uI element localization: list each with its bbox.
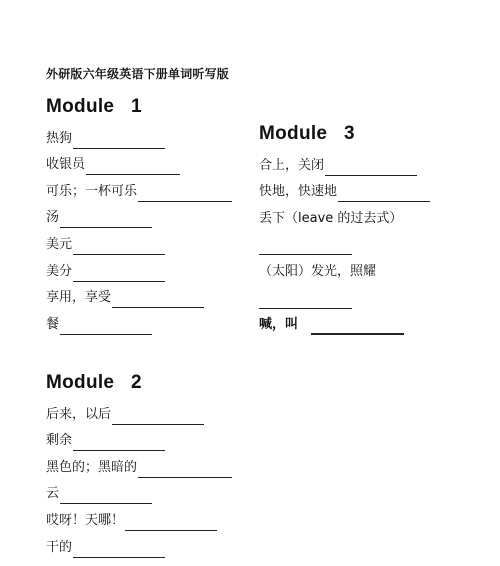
vocab-line [46, 478, 232, 505]
vocab-term: 收银员 [46, 157, 86, 173]
vocab-term: 享用，享受 [46, 290, 112, 306]
vocab-line [46, 398, 232, 425]
vocab-line [46, 425, 232, 452]
answer-blank[interactable] [112, 293, 204, 308]
answer-blank[interactable] [60, 489, 152, 504]
answer-blank[interactable] [60, 213, 152, 228]
vocab-term: 美分 [46, 263, 73, 279]
vocab-term: 黑色的；黑暗的 [46, 459, 138, 475]
vocab-term: 喊，叫 [259, 317, 299, 333]
vocab-line [46, 255, 232, 282]
vocab-line [46, 308, 232, 335]
vocab-line [46, 451, 232, 478]
answer-blank[interactable] [338, 187, 430, 202]
vocab-term: 热狗 [46, 130, 73, 146]
answer-blank[interactable] [73, 543, 165, 558]
vocab-term: 丢下（leave 的过去式） [259, 210, 403, 226]
vocab-line [259, 229, 430, 256]
answer-blank[interactable] [73, 436, 165, 451]
vocab-line [259, 255, 430, 282]
answer-blank[interactable] [259, 240, 352, 255]
vocab-term: 汤 [46, 210, 60, 226]
vocab-term: 快地，快速地 [259, 184, 338, 200]
vocab-term: （太阳）发光，照耀 [259, 263, 377, 279]
answer-blank[interactable] [73, 267, 165, 282]
answer-blank[interactable] [73, 134, 165, 149]
vocab-line [259, 309, 430, 336]
vocab-term: 剩余 [46, 433, 73, 449]
answer-blank[interactable] [112, 410, 204, 425]
vocab-line [46, 228, 232, 255]
answer-blank[interactable] [138, 187, 232, 202]
vocab-term: 哎呀！天哪！ [46, 512, 125, 528]
vocab-term: 干的 [46, 539, 73, 555]
vocab-line [46, 175, 232, 202]
vocab-line [46, 202, 232, 229]
vocab-line [46, 122, 232, 149]
vocab-line [259, 149, 430, 176]
module-1-heading: Module 1 [46, 96, 142, 117]
vocab-line [46, 282, 232, 309]
answer-blank[interactable] [325, 161, 417, 176]
vocab-line [46, 149, 232, 176]
vocab-line [259, 176, 430, 203]
module-2-list [46, 398, 232, 558]
answer-blank[interactable] [138, 463, 232, 478]
vocab-term: 云 [46, 486, 60, 502]
module-3-heading: Module 3 [259, 123, 355, 144]
vocab-term: 美元 [46, 236, 73, 252]
vocab-term: 合上，关闭 [259, 157, 325, 173]
module-3-list [259, 149, 430, 335]
answer-blank[interactable] [259, 294, 352, 309]
module-2-heading: Module 2 [46, 372, 142, 393]
vocab-line [259, 282, 430, 309]
answer-blank[interactable] [73, 240, 165, 255]
answer-blank[interactable] [86, 160, 180, 175]
vocab-line [46, 531, 232, 558]
answer-blank[interactable] [311, 319, 404, 335]
document-title: 外研版六年级英语下册单词听写版 [46, 67, 230, 81]
answer-blank[interactable] [125, 516, 217, 531]
module-1-list [46, 122, 232, 335]
vocab-line [259, 202, 430, 229]
vocab-line [46, 504, 232, 531]
vocab-term: 可乐；一杯可乐 [46, 183, 138, 199]
answer-blank[interactable] [60, 320, 152, 335]
vocab-term: 后来，以后 [46, 406, 112, 422]
vocab-term: 餐 [46, 316, 60, 332]
